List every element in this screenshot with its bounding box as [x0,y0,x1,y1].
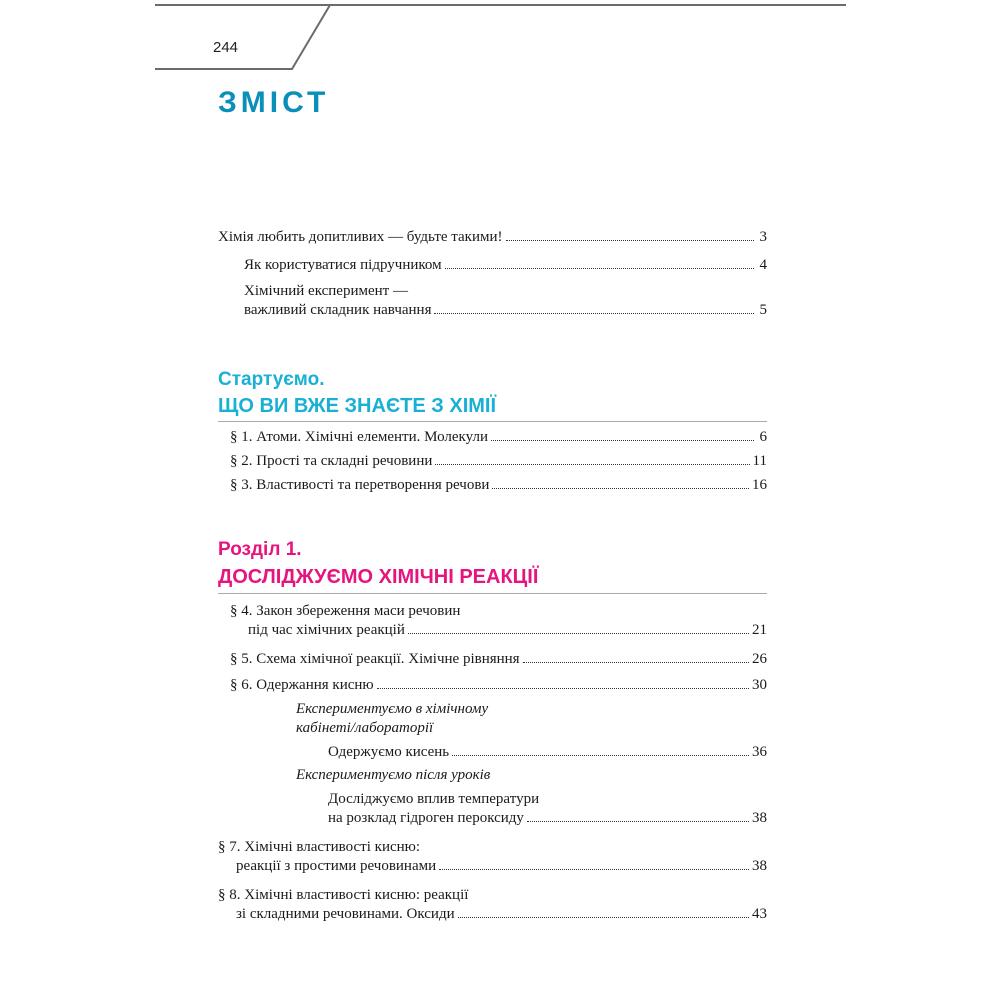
dot-leader [523,662,749,663]
toc-page-number: 43 [752,906,767,922]
toc-page-number: 11 [752,453,767,469]
dot-leader [492,488,749,489]
header-decoration [0,0,1000,80]
dot-leader [434,313,754,314]
section-divider [218,593,767,594]
toc-entry-text: § 5. Схема хімічної реакції. Хімічне рівняння [230,651,520,667]
toc-entry-para-1[interactable] [230,428,767,447]
toc-entry-para-4[interactable] [230,602,767,640]
section-divider [218,421,767,422]
dot-leader [435,464,749,465]
toc-page-number: 26 [752,651,767,667]
home-caption: Експериментуємо після уроків [296,767,491,783]
toc-page-number: 36 [752,744,767,760]
toc-entry-text: § 1. Атоми. Хімічні елементи. Молекули [230,429,488,445]
toc-entry-para-8[interactable] [218,886,767,924]
toc-entry-text: Як користуватися підручником [244,257,442,273]
toc-entry-text: § 7. Хімічні властивості кисню: [218,839,421,855]
toc-page-number: 38 [752,810,767,826]
toc-entry-intro[interactable] [218,228,767,247]
toc-page-number: 6 [759,429,767,445]
section-title-start: ЩО ВИ ВЖЕ ЗНАЄТЕ З ХІМІЇ [218,395,496,417]
toc-entry-text: § 8. Хімічні властивості кисню: реакції [218,887,469,903]
page-title: ЗМІСТ [218,86,330,119]
dot-leader [445,268,754,269]
toc-entry-home-experiment[interactable] [328,790,767,828]
dot-leader [506,240,754,241]
dot-leader [377,688,749,689]
toc-entry-para-3[interactable] [230,476,767,495]
toc-entry-para-2[interactable] [230,452,767,471]
section-title-1: ДОСЛІДЖУЄМО ХІМІЧНІ РЕАКЦІЇ [218,566,539,588]
toc-entry-para-5[interactable] [230,650,767,669]
section-kicker-start: Стартуємо. [218,369,325,390]
dot-leader [458,917,749,918]
toc-entry-text: § 4. Закон збереження маси речовин [230,603,461,619]
toc-page-number: 3 [759,229,767,245]
lab-caption: кабінеті/лабораторії [296,720,434,736]
toc-entry-text: під час хімічних реакцій [248,622,405,638]
toc-entry-para-6[interactable] [230,676,767,695]
toc-entry-text: § 3. Властивості та перетворення речови [230,477,490,493]
toc-page-number: 16 [752,477,767,493]
toc-entry-lab-oxygen[interactable] [328,743,767,762]
toc-entry-text: на розклад гідроген пероксиду [328,810,524,826]
toc-entry-text: Хімічний експеримент — [244,283,408,299]
toc-entry-text: § 2. Прості та складні речовини [230,453,433,469]
toc-page-number: 38 [752,858,767,874]
toc-page-number: 4 [759,257,767,273]
toc-entry-howto[interactable] [244,256,767,275]
toc-entry-text: Досліджуємо вплив температури [328,791,540,807]
toc-entry-text: зі складними речовинами. Оксиди [236,906,455,922]
toc-entry-text: Одержуємо кисень [328,744,450,760]
lab-caption: Експериментуємо в хімічному [296,701,489,717]
toc-entry-text: § 6. Одержання кисню [230,677,374,693]
section-kicker-1: Розділ 1. [218,539,302,560]
dot-leader [491,440,754,441]
toc-page-number: 21 [752,622,767,638]
toc-entry-experiment[interactable] [244,282,767,320]
toc-entry-text: реакції з простими речовинами [236,858,437,874]
page-number: 244 [213,39,239,56]
dot-leader [452,755,749,756]
toc-entry-para-7[interactable] [218,838,767,876]
toc-page-number: 5 [759,302,767,318]
toc-entry-text: Хімія любить допитливих — будьте такими! [218,229,503,245]
dot-leader [439,869,749,870]
dot-leader [408,633,749,634]
toc-entry-text: важливий складник навчання [244,302,432,318]
dot-leader [527,821,749,822]
toc-page-number: 30 [752,677,767,693]
